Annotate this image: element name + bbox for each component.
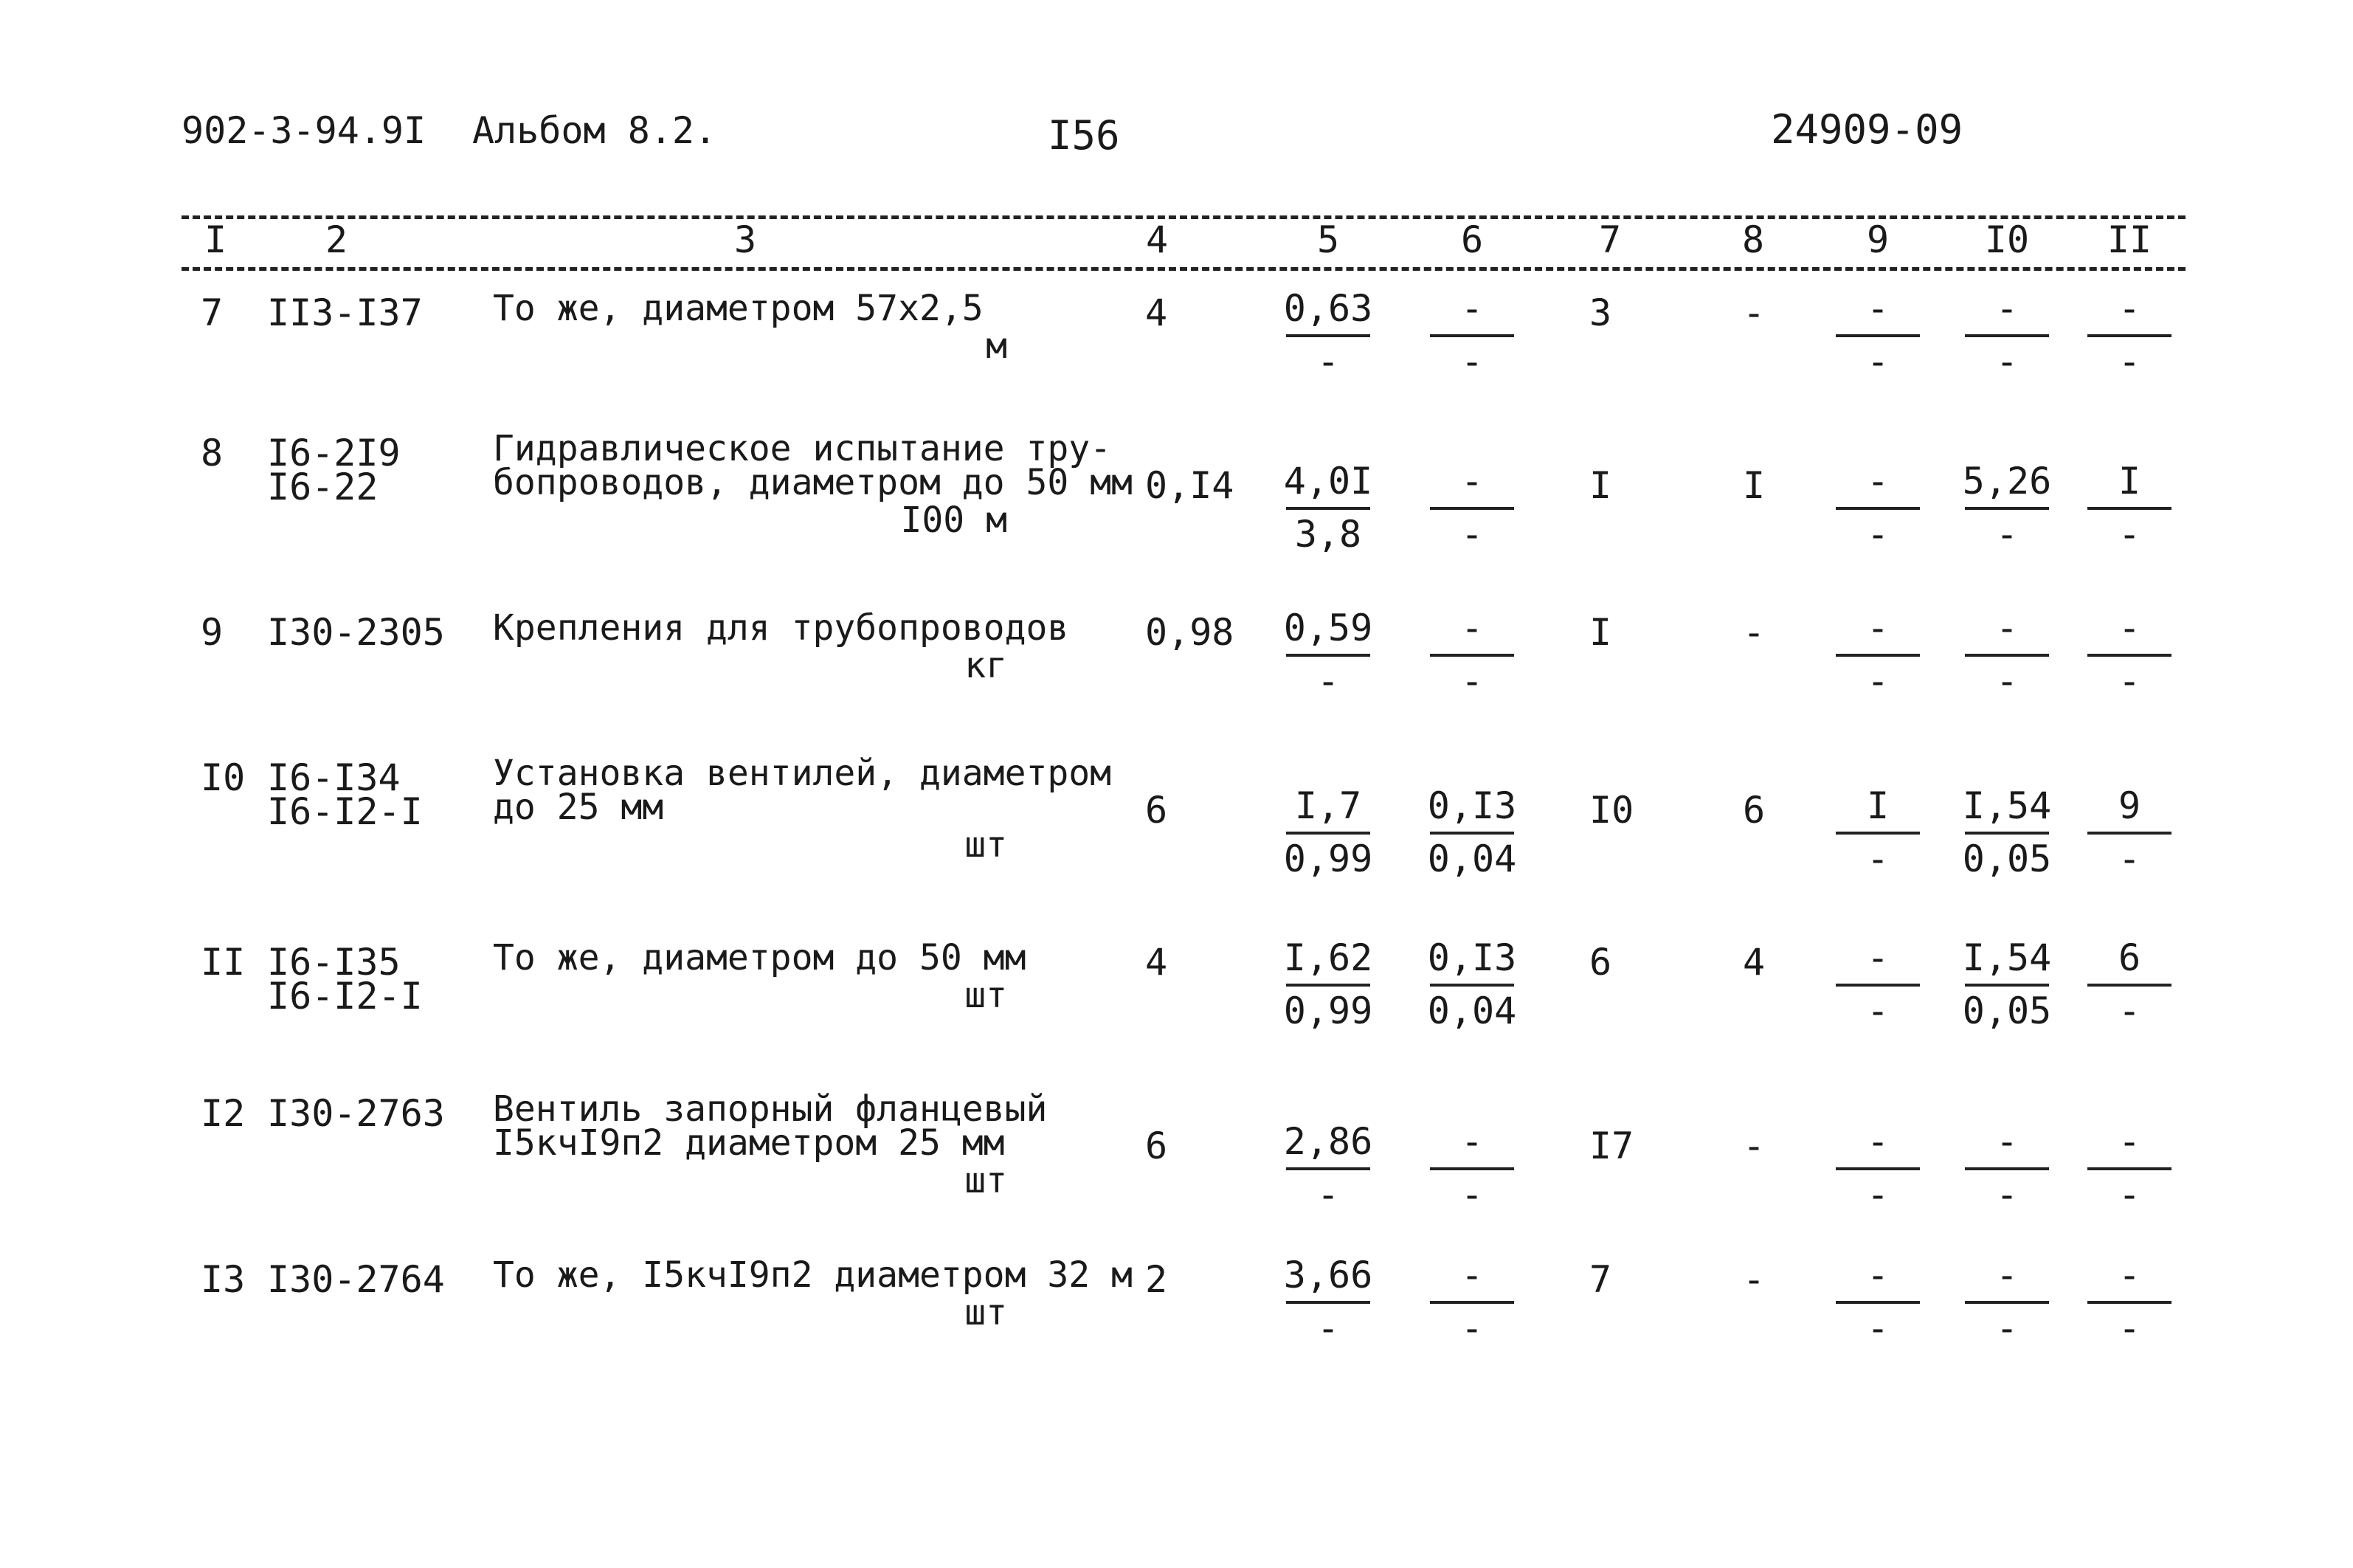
column-10-value-fraction-bar [1965,334,2049,337]
column-10-value-denominator: 0,05 [1962,837,2052,880]
cost-per-unit-fraction-bar [1286,984,1370,987]
norm-code: I6-I35 [267,941,401,984]
cost-per-unit [1273,1252,1383,1351]
column-6-value [1417,935,1527,1034]
column-10-value-numerator: 5,26 [1962,460,2052,502]
column-6-value-fraction-bar [1430,832,1514,835]
column-10-value-denominator: - [1995,340,2019,383]
column-6-value-numerator: 0,I3 [1427,784,1517,827]
norm-code: I6-2I9 [267,432,401,474]
column-7-value: 3 [1589,291,1612,334]
column-6-value [1417,783,1527,882]
column-header-10: I0 [1984,218,2030,261]
cost-per-unit-denominator: 0,99 [1283,837,1373,880]
column-9-value-numerator: - [1866,1254,1890,1296]
column-9-value-numerator: - [1866,460,1890,502]
cost-per-unit-fraction-bar [1286,832,1370,835]
column-9-value-denominator: - [1866,837,1890,880]
cost-per-unit-numerator: I,62 [1283,936,1373,979]
cost-per-unit-fraction-bar [1286,1167,1370,1170]
column-header-2: 2 [325,218,348,261]
column-11-value-fraction-bar [2087,1167,2171,1170]
column-8-value: - [1743,1125,1766,1167]
column-11-value-denominator: - [2118,660,2141,702]
work-description [493,607,1069,649]
column-6-value [1417,286,1527,384]
column-6-value-fraction-bar [1430,334,1514,337]
album-label: Альбом 8.2. [472,109,717,152]
column-11-value-fraction-bar [2087,984,2171,987]
column-11-value [2074,286,2185,384]
column-7-value: I [1589,611,1612,654]
column-header-6: 6 [1460,218,1484,261]
column-9-value [1822,935,1933,1034]
column-11-value-numerator: I [2118,460,2141,502]
doc-code: 902-3-94.9I [182,109,426,152]
column-11-value-numerator: - [2118,1120,2141,1163]
column-6-value [1417,605,1527,704]
column-10-value-numerator: I,54 [1962,936,2052,979]
work-description [493,1254,1133,1296]
cost-per-unit-numerator: 2,86 [1283,1120,1373,1163]
quantity: 6 [1145,789,1168,832]
column-9-value-fraction-bar [1836,507,1920,510]
column-9-value-numerator: - [1866,1120,1890,1163]
norm-code: I6-22 [267,466,379,508]
cost-per-unit-denominator: - [1316,660,1340,702]
column-6-value-denominator: - [1460,340,1484,383]
column-6-value-denominator: - [1460,660,1484,702]
norm-code: I30-2764 [267,1258,445,1301]
column-6-value-numerator: - [1460,1254,1484,1296]
column-9-value-fraction-bar [1836,1301,1920,1304]
column-10-value-denominator: - [1995,513,2019,556]
description-line: Установка вентилей, диаметром [493,753,1112,794]
cost-per-unit-numerator: I,7 [1294,784,1362,827]
column-8-value: - [1743,1258,1766,1301]
column-8-value: - [1743,611,1766,654]
column-header-3: 3 [733,218,757,261]
column-10-value [1952,1119,2062,1218]
cost-per-unit [1273,458,1383,557]
cost-per-unit [1273,783,1383,882]
measure-unit: I00 м [900,500,1007,541]
column-11-value-fraction-bar [2087,1301,2171,1304]
column-6-value-denominator: - [1460,1307,1484,1350]
column-header-7: 7 [1598,218,1622,261]
column-6-value-fraction-bar [1430,1167,1514,1170]
column-11-value [2074,783,2185,882]
column-header-11: II [2107,218,2152,261]
description-line: То же, I5кчI9п2 диаметром 32 м [493,1254,1133,1296]
column-9-value-denominator: - [1866,660,1890,702]
column-9-value-numerator: - [1866,936,1890,979]
row-number: II [201,941,246,984]
column-7-value: I7 [1589,1125,1634,1167]
column-9-value-denominator: - [1866,513,1890,556]
cost-per-unit-fraction-bar [1286,507,1370,510]
row-number: I0 [201,756,246,799]
column-6-value-numerator: - [1460,607,1484,649]
column-6-value-fraction-bar [1430,984,1514,987]
page-number: I56 [1048,112,1120,159]
column-9-value-fraction-bar [1836,984,1920,987]
column-9-value-fraction-bar [1836,832,1920,835]
description-line: бопроводов, диаметром до 50 мм [493,462,1133,503]
column-8-value: 4 [1743,941,1766,984]
column-6-value [1417,1119,1527,1218]
column-11-value-numerator: - [2118,607,2141,649]
column-9-value [1822,605,1933,704]
column-6-value-fraction-bar [1430,1301,1514,1304]
quantity: 6 [1145,1125,1168,1167]
column-9-value-denominator: - [1866,340,1890,383]
measure-unit: шт [964,824,1007,866]
description-line: до 25 мм [493,787,664,828]
description-line: Гидравлическое испытание тру- [493,428,1112,469]
norm-code: I6-I2-I [267,790,423,833]
cost-per-unit-denominator: - [1316,1173,1340,1216]
column-6-value-numerator: - [1460,1120,1484,1163]
column-10-value-numerator: - [1995,607,2019,649]
cost-per-unit-denominator: 3,8 [1294,513,1362,556]
work-description [493,288,984,329]
column-10-value-denominator: 0,05 [1962,990,2052,1032]
row-number: 7 [201,291,224,334]
work-description [493,753,1112,828]
work-description [493,937,1026,978]
column-6-value [1417,1252,1527,1351]
column-11-value-denominator: - [2118,513,2141,556]
cost-per-unit [1273,286,1383,384]
column-9-value-denominator: - [1866,1173,1890,1216]
column-9-value-numerator: - [1866,287,1890,330]
column-10-value-numerator: - [1995,1120,2019,1163]
column-11-value-denominator: - [2118,340,2141,383]
row-number: 8 [201,432,224,474]
column-10-value [1952,935,2062,1034]
norm-code: I6-I2-I [267,975,423,1018]
norm-code: I6-I34 [267,756,401,799]
cost-per-unit-denominator: - [1316,340,1340,383]
description-line: То же, диаметром 57х2,5 [493,288,984,329]
column-8-value: 6 [1743,789,1766,832]
column-11-value-denominator: - [2118,837,2141,880]
description-line: I5кчI9п2 диаметром 25 мм [493,1122,1005,1164]
column-6-value-denominator: - [1460,1173,1484,1216]
column-11-value [2074,935,2185,1034]
column-11-value-denominator: - [2118,1307,2141,1350]
column-9-value [1822,783,1933,882]
cost-per-unit-numerator: 0,59 [1283,607,1373,649]
header-rule-bottom [182,267,2186,271]
measure-unit: шт [964,1292,1007,1333]
row-number: I2 [201,1092,246,1135]
column-11-value [2074,605,2185,704]
column-9-value-denominator: - [1866,1307,1890,1350]
work-description [493,428,1133,503]
description-line: То же, диаметром до 50 мм [493,937,1026,978]
cost-per-unit [1273,605,1383,704]
column-10-value [1952,286,2062,384]
cost-per-unit [1273,935,1383,1034]
column-11-value-fraction-bar [2087,832,2171,835]
column-10-value-fraction-bar [1965,1167,2049,1170]
column-6-value-numerator: - [1460,460,1484,502]
column-header-8: 8 [1741,218,1765,261]
cost-per-unit-fraction-bar [1286,654,1370,657]
column-9-value [1822,458,1933,557]
column-6-value-numerator: 0,I3 [1427,936,1517,979]
column-9-value-numerator: I [1866,784,1890,827]
column-6-value-denominator: 0,04 [1427,837,1517,880]
column-10-value-fraction-bar [1965,1301,2049,1304]
column-7-value: I0 [1589,789,1634,832]
column-10-value-numerator: - [1995,287,2019,330]
norm-code: I30-2305 [267,611,445,654]
measure-unit: шт [964,975,1007,1016]
row-number: 9 [201,611,224,654]
sheet-number: 24909-09 [1771,106,1963,153]
column-11-value [2074,1252,2185,1351]
quantity: 4 [1145,291,1168,334]
description-line: Крепления для трубопроводов [493,607,1069,649]
column-9-value-fraction-bar [1836,1167,1920,1170]
column-7-value: I [1589,464,1612,507]
norm-code: II3-I37 [267,291,423,334]
column-10-value-numerator: - [1995,1254,2019,1296]
column-6-value-numerator: - [1460,287,1484,330]
column-8-value: I [1743,464,1766,507]
cost-per-unit-numerator: 4,0I [1283,460,1373,502]
cost-per-unit-denominator: - [1316,1307,1340,1350]
quantity: 0,I4 [1145,464,1234,507]
column-11-value-denominator: - [2118,990,2141,1032]
cost-per-unit-numerator: 0,63 [1283,287,1373,330]
column-10-value-fraction-bar [1965,984,2049,987]
measure-unit: шт [964,1160,1007,1201]
column-11-value-fraction-bar [2087,654,2171,657]
column-11-value-numerator: - [2118,1254,2141,1296]
column-11-value-numerator: - [2118,287,2141,330]
column-8-value: - [1743,291,1766,334]
description-line: Вентиль запорный фланцевый [493,1088,1048,1130]
column-9-value [1822,286,1933,384]
column-11-value-denominator: - [2118,1173,2141,1216]
column-6-value-fraction-bar [1430,507,1514,510]
column-10-value-denominator: - [1995,1173,2019,1216]
column-11-value-fraction-bar [2087,507,2171,510]
column-7-value: 7 [1589,1258,1612,1301]
measure-unit: кг [964,645,1007,686]
column-6-value-fraction-bar [1430,654,1514,657]
column-10-value [1952,1252,2062,1351]
column-10-value-fraction-bar [1965,832,2049,835]
cost-per-unit-numerator: 3,66 [1283,1254,1373,1296]
column-6-value-denominator: - [1460,513,1484,556]
column-9-value [1822,1252,1933,1351]
measure-unit: м [986,325,1007,367]
column-9-value-fraction-bar [1836,334,1920,337]
cost-per-unit [1273,1119,1383,1218]
column-10-value-denominator: - [1995,660,2019,702]
column-10-value-fraction-bar [1965,654,2049,657]
column-6-value [1417,458,1527,557]
column-10-value-fraction-bar [1965,507,2049,510]
column-10-value [1952,605,2062,704]
column-11-value [2074,1119,2185,1218]
column-header-9: 9 [1866,218,1890,261]
work-description [493,1088,1048,1164]
column-header-4: 4 [1145,218,1169,261]
column-10-value [1952,783,2062,882]
column-9-value-numerator: - [1866,607,1890,649]
cost-per-unit-fraction-bar [1286,1301,1370,1304]
quantity: 2 [1145,1258,1168,1301]
quantity: 4 [1145,941,1168,984]
quantity: 0,98 [1145,611,1234,654]
column-9-value-fraction-bar [1836,654,1920,657]
column-11-value-fraction-bar [2087,334,2171,337]
column-11-value-numerator: 9 [2118,784,2141,827]
column-6-value-denominator: 0,04 [1427,990,1517,1032]
column-10-value-numerator: I,54 [1962,784,2052,827]
norm-code: I30-2763 [267,1092,445,1135]
column-header-1: I [204,218,227,261]
column-7-value: 6 [1589,941,1612,984]
column-11-value [2074,458,2185,557]
column-9-value-denominator: - [1866,990,1890,1032]
column-11-value-numerator: 6 [2118,936,2141,979]
row-number: I3 [201,1258,246,1301]
column-10-value [1952,458,2062,557]
column-10-value-denominator: - [1995,1307,2019,1350]
column-9-value [1822,1119,1933,1218]
cost-per-unit-fraction-bar [1286,334,1370,337]
column-header-5: 5 [1316,218,1340,261]
cost-per-unit-denominator: 0,99 [1283,990,1373,1032]
